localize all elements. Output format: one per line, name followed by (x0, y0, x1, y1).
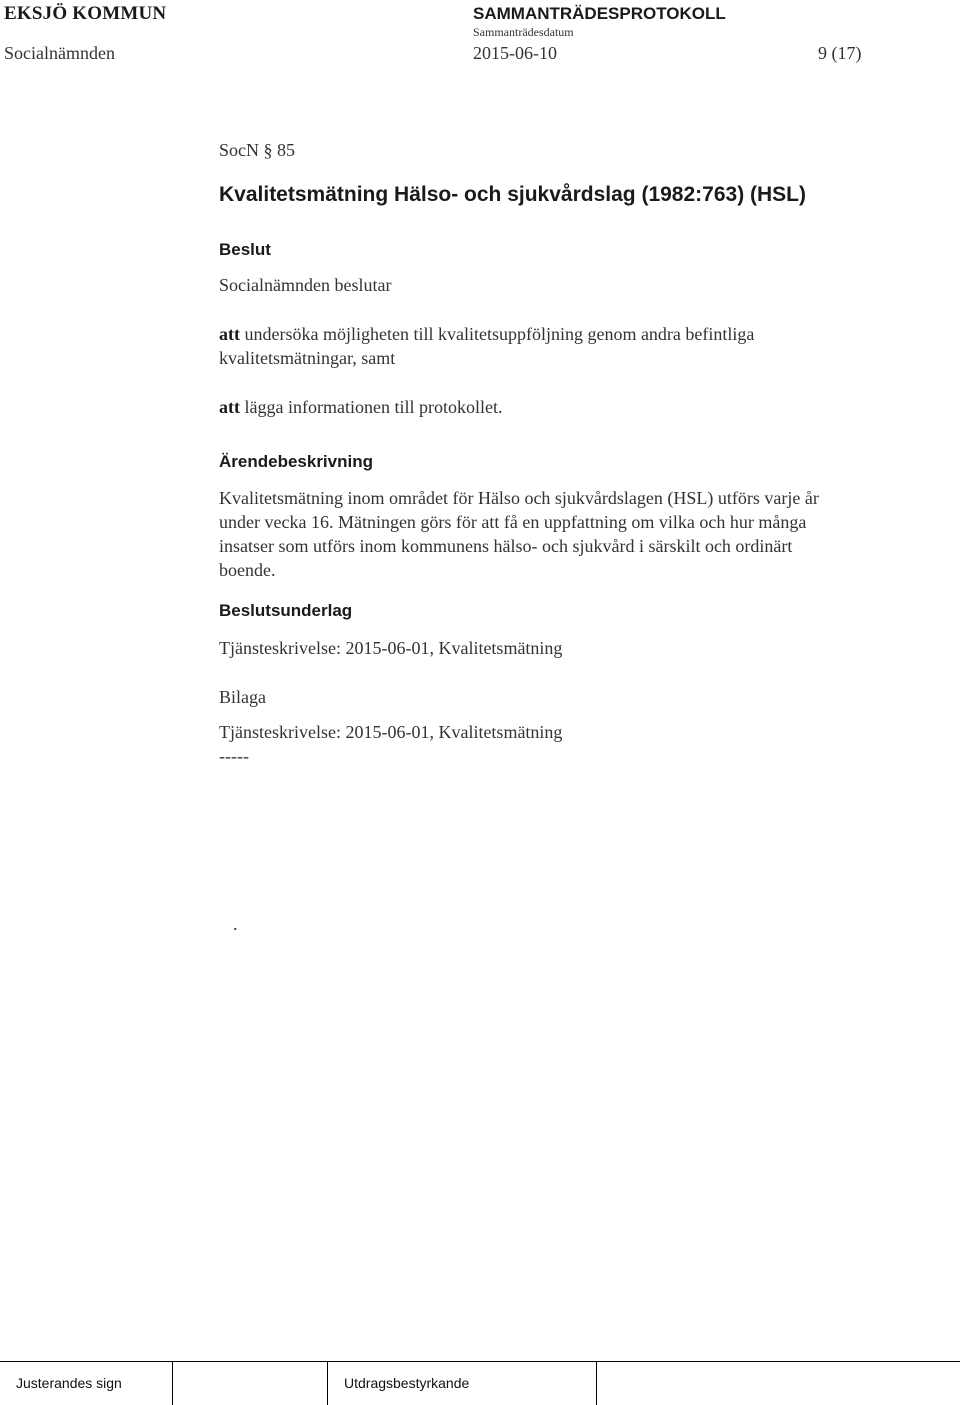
stray-mark: . (233, 914, 238, 934)
meeting-date: 2015-06-10 (473, 43, 557, 63)
footer-divider (172, 1362, 173, 1405)
decision-keyword: att (219, 324, 240, 344)
section-reference: SocN § 85 (219, 140, 295, 160)
sign-label: Justerandes sign (16, 1375, 122, 1391)
decision-intro: Socialnämnden beslutar (219, 275, 392, 295)
decision-heading: Beslut (219, 240, 271, 259)
organization-name: EKSJÖ KOMMUN (4, 3, 167, 24)
description-line: under vecka 16. Mätningen görs för att få en uppfattning om vilka och hur många (219, 512, 807, 532)
separator-line: ----- (219, 746, 249, 766)
signature-footer (0, 1361, 960, 1405)
decision-item-1-continued: kvalitetsmätningar, samt (219, 348, 396, 368)
document-type: SAMMANTRÄDESPROTOKOLL (473, 4, 726, 23)
footer-divider (596, 1362, 597, 1405)
section-title: Kvalitetsmätning Hälso- och sjukvårdslag (1982:763) (HSL) (219, 183, 807, 206)
basis-heading: Beslutsunderlag (219, 601, 353, 620)
page-number: 9 (17) (818, 43, 862, 63)
date-label: Sammanträdesdatum (473, 25, 574, 39)
decision-item-text: lägga informationen till protokollet. (240, 397, 503, 417)
description-paragraph (219, 486, 919, 582)
extract-label: Utdragsbestyrkande (344, 1375, 470, 1391)
description-line: boende. (219, 560, 276, 580)
description-heading: Ärendebeskrivning (219, 452, 373, 471)
decision-item-2 (219, 395, 502, 419)
basis-text: Tjänsteskrivelse: 2015-06-01, Kvalitetsmätning (219, 638, 563, 658)
committee-name: Socialnämnden (4, 43, 115, 63)
decision-item-1 (219, 322, 754, 346)
description-line: insatser som utförs inom kommunens hälso- och sjukvård i särskilt och ordinärt (219, 536, 793, 556)
attachment-text: Tjänsteskrivelse: 2015-06-01, Kvalitetsmätning (219, 722, 563, 742)
footer-divider (327, 1362, 328, 1405)
attachment-heading: Bilaga (219, 687, 266, 707)
description-line: Kvalitetsmätning inom området för Hälso och sjukvårdslagen (HSL) utförs varje år (219, 488, 819, 508)
decision-item-text: undersöka möjligheten till kvalitetsuppföljning genom andra befintliga (240, 324, 755, 344)
decision-keyword: att (219, 397, 240, 417)
